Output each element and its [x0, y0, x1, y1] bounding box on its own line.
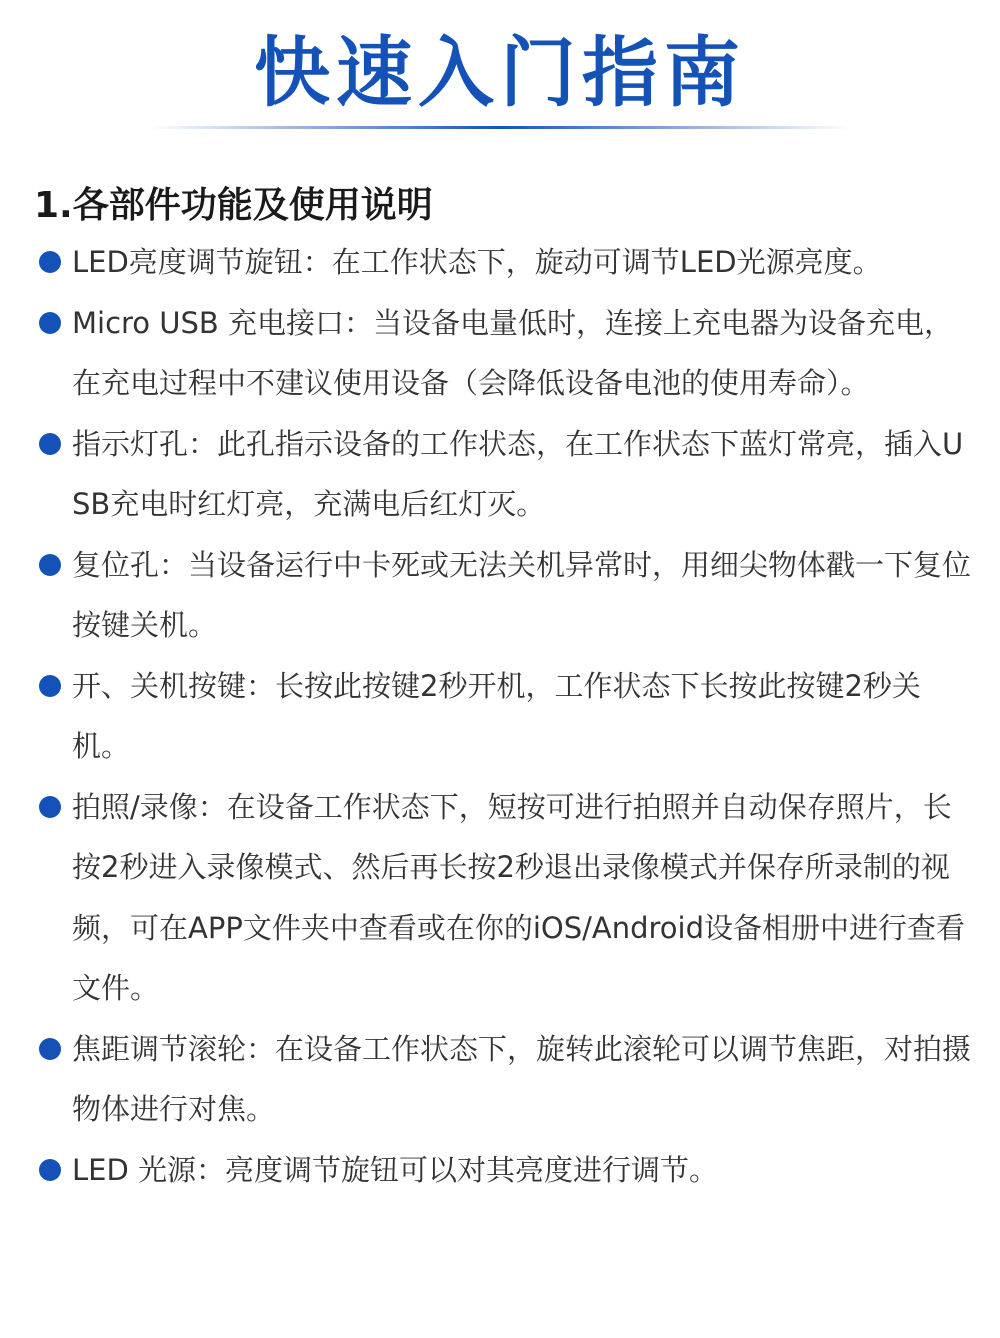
page-title: 快速入门指南	[254, 28, 746, 117]
list-item	[36, 1019, 971, 1140]
bullet-icon	[39, 1038, 61, 1060]
item-text: 复位孔：当设备运行中卡死或无法关机异常时，用细尖物体戳一下复位按键关机。	[72, 547, 972, 642]
list-item	[36, 414, 971, 535]
list-item	[36, 232, 971, 293]
bullet-icon	[39, 251, 61, 273]
feature-list	[36, 232, 971, 1200]
section-heading: 1.各部件功能及使用说明	[34, 185, 433, 226]
list-item	[36, 1140, 971, 1201]
list-item	[36, 656, 971, 777]
item-text: LED亮度调节旋钮：在工作状态下，旋动可调节LED光源亮度。	[72, 245, 882, 279]
list-item	[36, 293, 971, 414]
list-item	[36, 777, 971, 1019]
bullet-icon	[39, 433, 61, 455]
bullet-icon	[39, 675, 61, 697]
list-item	[36, 535, 971, 656]
item-text: 开、关机按键：长按此按键2秒开机，工作状态下长按此按键2秒关机。	[72, 668, 921, 763]
bullet-icon	[39, 1159, 61, 1181]
item-text: LED 光源：亮度调节旋钮可以对其亮度进行调节。	[72, 1152, 719, 1187]
title-divider	[150, 126, 850, 129]
item-text: 焦距调节滚轮：在设备工作状态下，旋转此滚轮可以调节焦距，对拍摄物体进行对焦。	[72, 1031, 972, 1126]
item-text: 指示灯孔：此孔指示设备的工作状态，在工作状态下蓝灯常亮，插入USB充电时红灯亮，充满电后红灯灭。	[72, 426, 964, 521]
item-text: 拍照/录像：在设备工作状态下，短按可进行拍照并自动保存照片，长按2秒进入录像模式、然后再长按2秒退出录像模式并保存所录制的视频，可在APP文件夹中查看或在你的iOS/Android设备相册中进行查看文件。	[72, 789, 965, 1005]
bullet-icon	[39, 312, 61, 334]
bullet-icon	[39, 796, 61, 818]
bullet-icon	[39, 554, 61, 576]
item-text: Micro USB 充电接口：当设备电量低时，连接上充电器为设备充电，在充电过程中不建议使用设备（会降低设备电池的使用寿命）。	[72, 305, 954, 400]
